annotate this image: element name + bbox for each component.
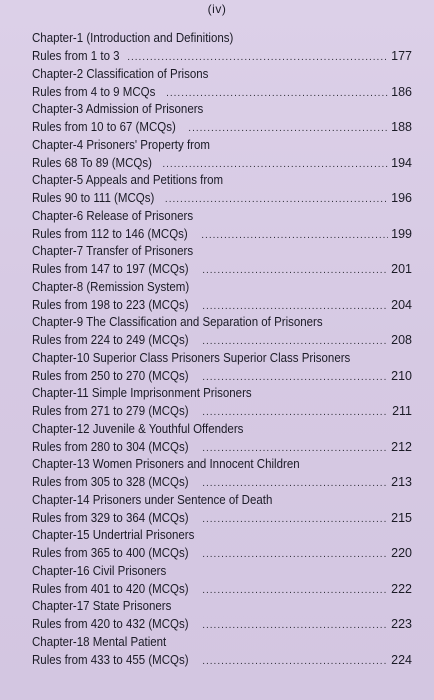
rules-range: Rules from 271 to 279 (MCQs) <box>32 404 189 418</box>
toc-entry <box>32 101 412 137</box>
dot-leader <box>202 333 388 351</box>
toc-entry <box>32 456 412 492</box>
toc-entry <box>32 137 412 173</box>
chapter-title: Chapter-10 Superior Class Prisoners Superior Class Prisoners <box>32 350 351 365</box>
chapter-title: Chapter-8 (Remission System) <box>32 279 190 294</box>
rules-line <box>32 438 412 458</box>
dot-leader <box>188 120 388 138</box>
rules-range: Rules 90 to 111 (MCQs) <box>32 191 155 205</box>
page-number: (iv) <box>207 2 227 16</box>
toc-entry <box>32 598 412 634</box>
rules-range: Rules from 401 to 420 (MCQs) <box>32 581 189 596</box>
rules-range: Rules from 280 to 304 (MCQs) <box>32 439 189 454</box>
chapter-title: Chapter-2 Classification of Prisons <box>32 66 209 81</box>
page-ref: 208 <box>391 333 412 347</box>
rules-line <box>32 473 412 493</box>
rules-line <box>32 580 412 600</box>
page-ref: 194 <box>391 155 412 170</box>
rules-line <box>32 509 412 529</box>
toc-entry <box>32 634 412 670</box>
rules-line <box>32 260 412 280</box>
toc-entry <box>32 314 412 350</box>
toc-entry <box>32 492 412 528</box>
page-ref: 215 <box>391 510 412 525</box>
page-ref: 196 <box>391 191 412 205</box>
toc-entry <box>32 350 412 386</box>
chapter-title: Chapter-6 Release of Prisoners <box>32 208 194 223</box>
rules-range: Rules 68 To 89 (MCQs) <box>32 155 152 170</box>
chapter-title: Chapter-16 Civil Prisoners <box>32 563 167 578</box>
page-ref: 177 <box>391 49 412 63</box>
rules-line <box>32 331 412 351</box>
chapter-title: Chapter-1 (Introduction and Definitions) <box>32 31 234 45</box>
toc-entry <box>32 172 412 208</box>
chapter-title: Chapter-15 Undertrial Prisoners <box>32 528 195 542</box>
dot-leader <box>165 191 388 209</box>
rules-range: Rules from 4 to 9 MCQs <box>32 84 156 99</box>
dot-leader <box>202 298 388 316</box>
rules-range: Rules from 305 to 328 (MCQs) <box>32 475 189 489</box>
rules-line <box>32 367 412 387</box>
chapter-title: Chapter-17 State Prisoners <box>32 599 172 613</box>
page-ref: 186 <box>391 84 412 99</box>
rules-range: Rules from 112 to 146 (MCQs) <box>32 226 188 241</box>
rules-range: Rules from 433 to 455 (MCQs) <box>32 652 189 667</box>
page-ref: 210 <box>391 368 412 383</box>
page-ref: 213 <box>391 475 412 489</box>
dot-leader <box>202 582 388 600</box>
toc-entry <box>32 527 412 563</box>
chapter-title: Chapter-5 Appeals and Petitions from <box>32 173 224 187</box>
page-ref: 201 <box>391 262 412 276</box>
dot-leader <box>166 85 388 103</box>
toc-entry <box>32 563 412 599</box>
rules-line <box>32 296 412 316</box>
dot-leader <box>202 404 388 422</box>
rules-line <box>32 83 412 103</box>
rules-line <box>32 154 412 174</box>
chapter-title: Chapter-12 Juvenile & Youthful Offenders <box>32 421 244 436</box>
rules-line <box>32 47 412 67</box>
rules-range: Rules from 198 to 223 (MCQs) <box>32 297 189 312</box>
dot-leader <box>162 156 388 174</box>
rules-range: Rules from 420 to 432 (MCQs) <box>32 617 189 631</box>
toc-entry <box>32 385 412 421</box>
rules-line <box>32 118 412 138</box>
page-ref: 204 <box>391 297 412 312</box>
dot-leader <box>202 440 388 458</box>
rules-line <box>32 615 412 635</box>
dot-leader <box>202 475 388 493</box>
toc-entry <box>32 66 412 102</box>
rules-range: Rules from 147 to 197 (MCQs) <box>32 262 189 276</box>
page-ref: 224 <box>391 652 412 667</box>
rules-range: Rules from 329 to 364 (MCQs) <box>32 510 189 525</box>
dot-leader <box>202 653 388 671</box>
dot-leader <box>202 546 388 564</box>
dot-leader <box>127 49 388 67</box>
dot-leader <box>202 511 388 529</box>
rules-range: Rules from 10 to 67 (MCQs) <box>32 120 176 134</box>
page-ref: 188 <box>391 120 412 134</box>
chapter-title: Chapter-13 Women Prisoners and Innocent Children <box>32 457 300 471</box>
rules-line <box>32 225 412 245</box>
page-ref: 223 <box>391 617 412 631</box>
dot-leader <box>201 227 388 245</box>
toc-entry <box>32 421 412 457</box>
chapter-title: Chapter-11 Simple Imprisonment Prisoners <box>32 386 252 400</box>
rules-range: Rules from 224 to 249 (MCQs) <box>32 333 189 347</box>
chapter-title: Chapter-18 Mental Patient <box>32 634 167 649</box>
rules-line <box>32 651 412 671</box>
rules-line <box>32 544 412 564</box>
page-ref: 222 <box>391 581 412 596</box>
chapter-title: Chapter-4 Prisoners' Property from <box>32 137 210 152</box>
rules-range: Rules from 1 to 3 <box>32 49 120 63</box>
page-ref: 199 <box>391 226 412 241</box>
toc-entry <box>32 208 412 244</box>
toc-entry <box>32 30 412 66</box>
rules-range: Rules from 250 to 270 (MCQs) <box>32 368 189 383</box>
dot-leader <box>202 262 388 280</box>
chapter-title: Chapter-14 Prisoners under Sentence of Death <box>32 492 273 507</box>
dot-leader <box>202 617 388 635</box>
page-ref: 212 <box>391 439 412 454</box>
page-ref: 211 <box>392 404 412 418</box>
rules-line <box>32 189 412 209</box>
chapter-title: Chapter-3 Admission of Prisoners <box>32 102 204 116</box>
rules-range: Rules from 365 to 400 (MCQs) <box>32 546 189 560</box>
chapter-title: Chapter-9 The Classification and Separation of Prisoners <box>32 315 323 329</box>
table-of-contents <box>32 30 412 669</box>
toc-entry <box>32 279 412 315</box>
rules-line <box>32 402 412 422</box>
toc-entry <box>32 243 412 279</box>
page-ref: 220 <box>391 546 412 560</box>
dot-leader <box>202 369 388 387</box>
chapter-title: Chapter-7 Transfer of Prisoners <box>32 244 194 258</box>
